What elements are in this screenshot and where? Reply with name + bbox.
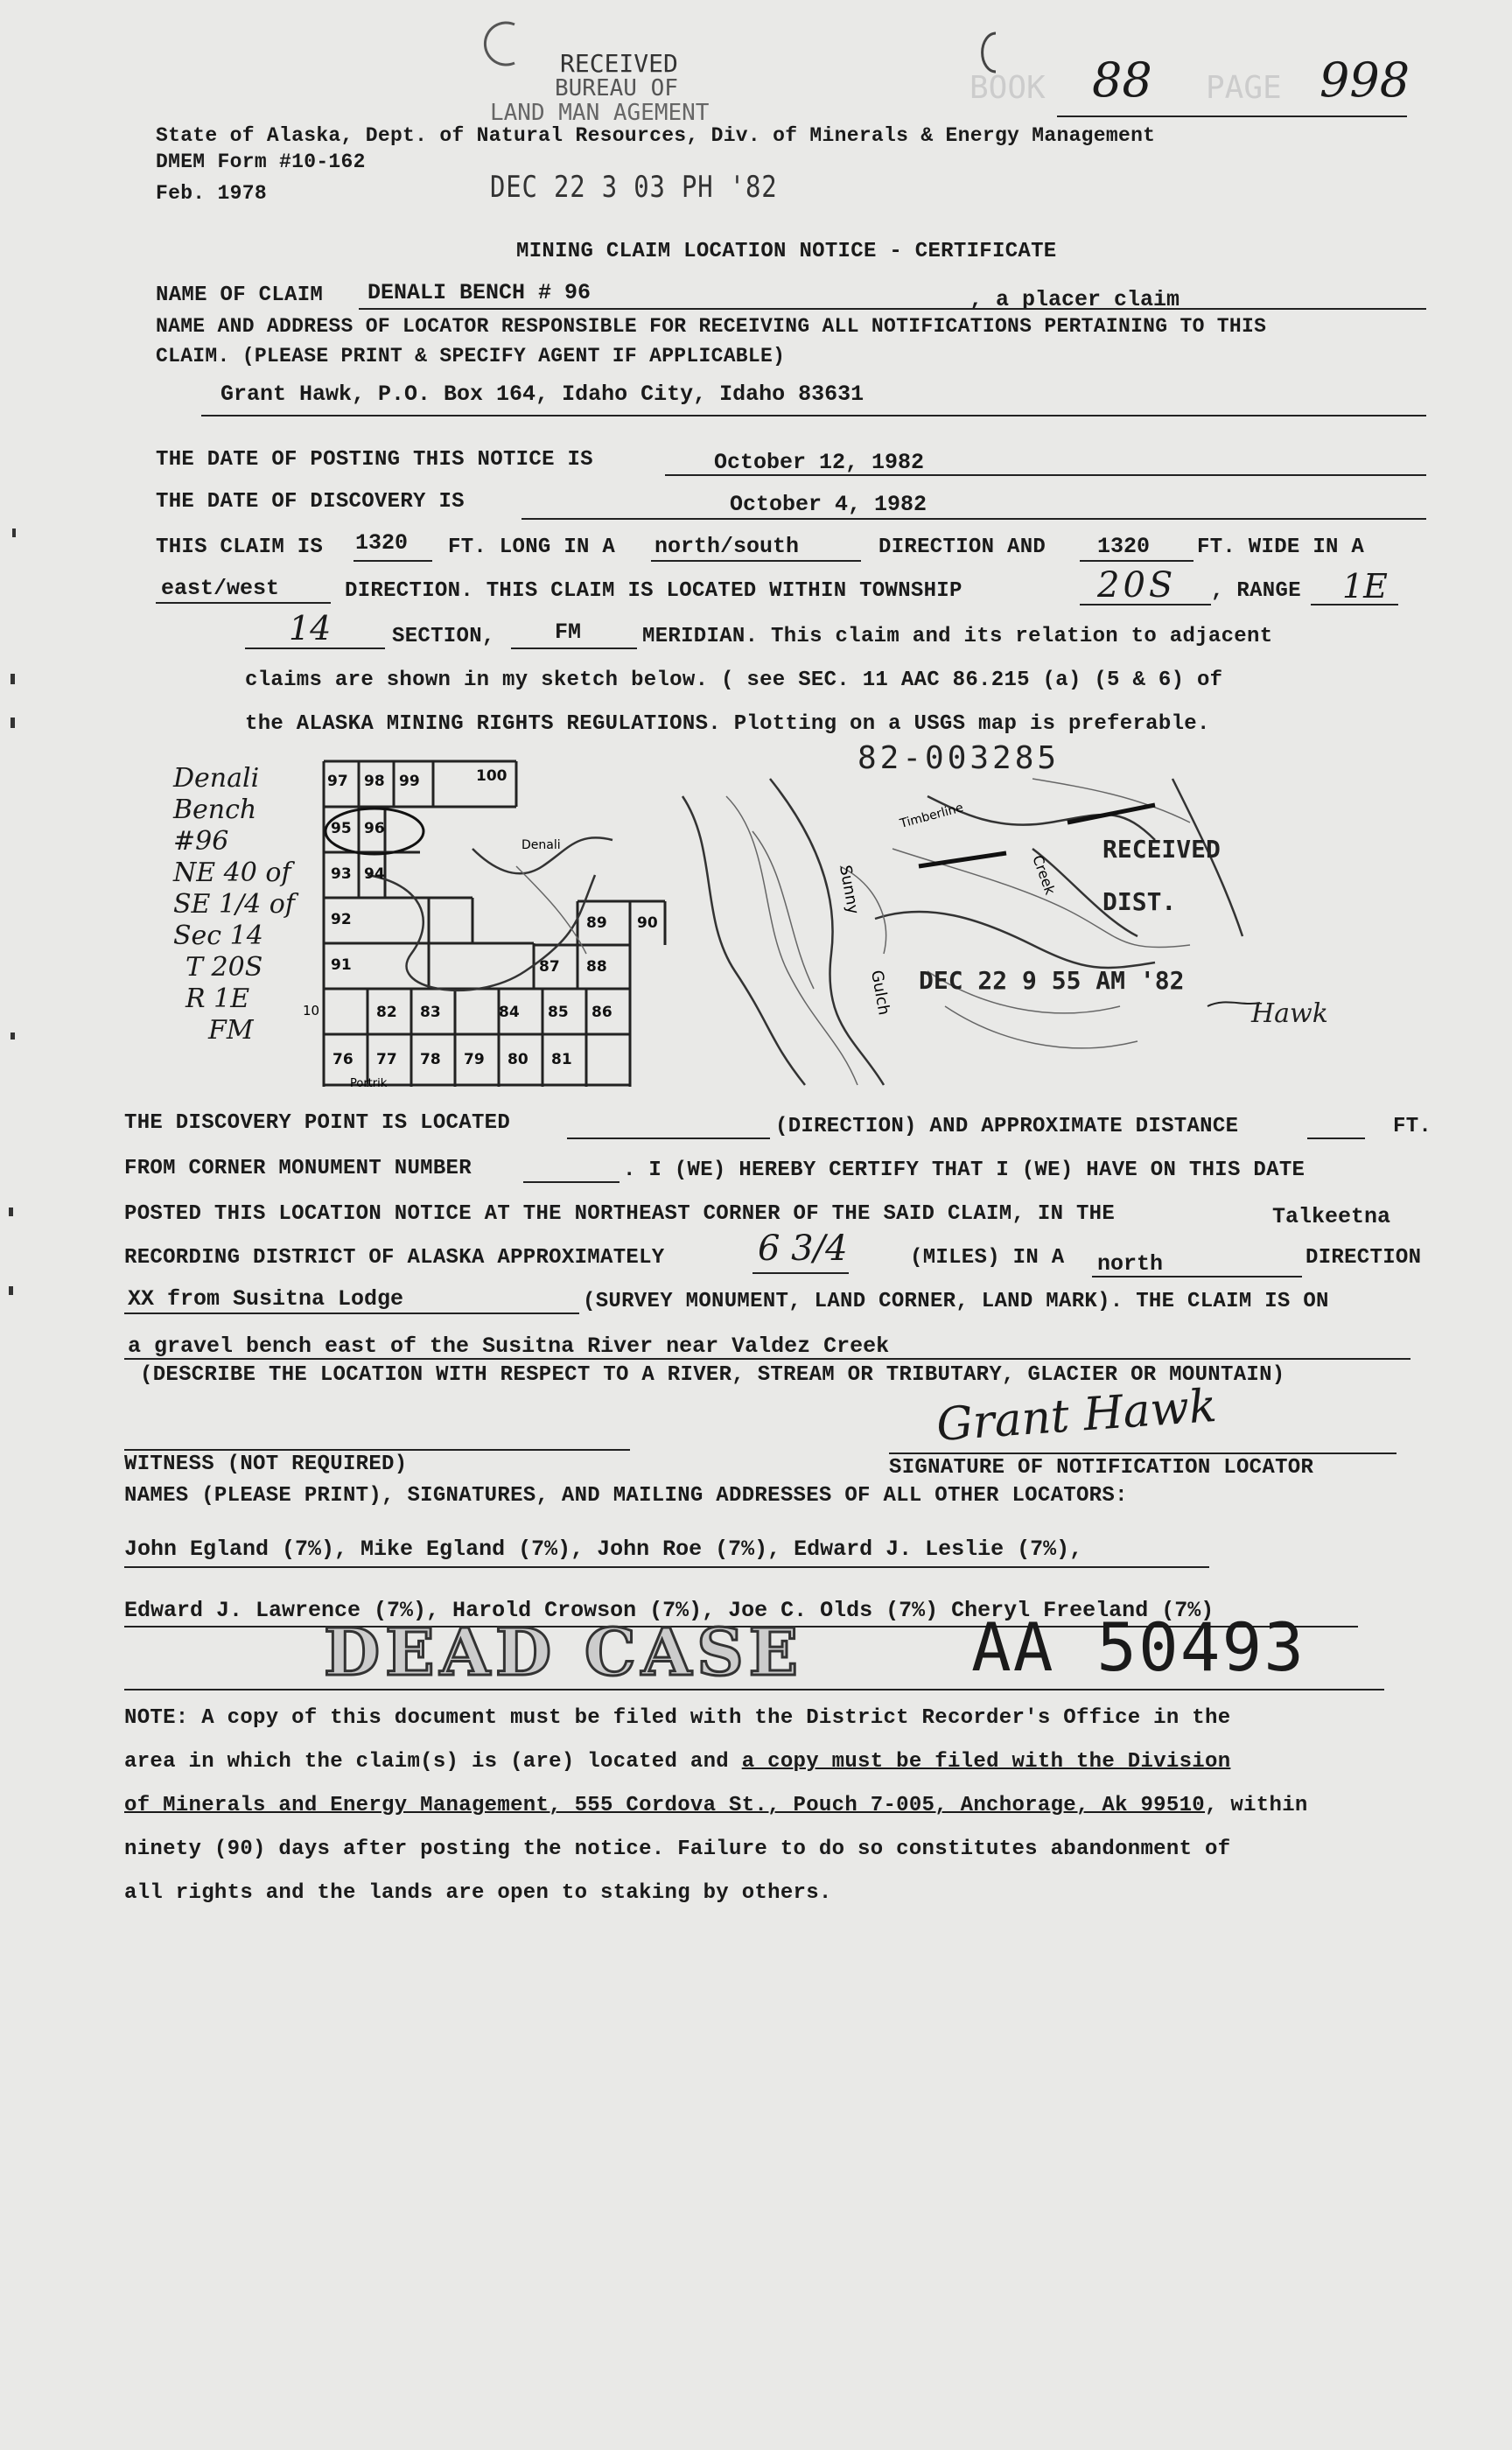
serial-stamp: 82-003285 (858, 740, 1060, 776)
book-page-box (970, 52, 1433, 122)
grid-number: 88 (586, 958, 607, 976)
note-line2-a: area in which the claim(s) is (are) located and (124, 1750, 742, 1774)
district-stamp-line1: RECEIVED (1102, 835, 1221, 864)
claim-length-value: 1320 (355, 530, 409, 556)
map-label-gulch: Gulch (867, 969, 893, 1017)
grid-number: 100 (476, 767, 508, 785)
range-label: , RANGE (1211, 579, 1301, 603)
scan-mark (12, 528, 16, 537)
locator-signature: Grant Hawk (934, 1379, 1219, 1452)
note-line3-b: , within (1205, 1794, 1308, 1817)
discovery-line1-a: THE DISCOVERY POINT IS LOCATED (124, 1111, 511, 1135)
scan-mark (10, 674, 15, 684)
section-value: 14 (289, 609, 332, 648)
contour-lines (516, 779, 1190, 1085)
scan-mark (9, 1208, 13, 1216)
range-underline (1311, 604, 1398, 606)
width-underline (1080, 560, 1194, 562)
form-date: Feb. 1978 (156, 182, 267, 205)
range-value: 1E (1342, 567, 1388, 606)
note-line2 (124, 1750, 1230, 1774)
grid-numbers (327, 767, 658, 1068)
grid-number: 99 (399, 773, 420, 790)
township-underline (1080, 604, 1211, 606)
hawk-initial: Hawk (1251, 998, 1328, 1029)
grid-number: 82 (376, 1004, 397, 1021)
grid-number: 84 (499, 1004, 520, 1021)
claim-type-value: , a placer claim (970, 287, 1180, 312)
meridian-value: FM (555, 620, 582, 645)
locator-label-line2: CLAIM. (PLEASE PRINT & SPECIFY AGENT IF APPLICABLE) (156, 345, 786, 368)
direction-located-label: DIRECTION. THIS CLAIM IS LOCATED WITHIN TOWNSHIP (345, 579, 962, 603)
district-date-stamp: DEC 22 9 55 AM '82 (919, 966, 1185, 995)
discovery-direction-blank (567, 1138, 770, 1139)
discovery-line1-c: FT. (1393, 1115, 1432, 1138)
claim-grid-lines (324, 761, 665, 1087)
direction-underline (1092, 1276, 1302, 1278)
section-label: SECTION, (392, 625, 495, 648)
claim-sketch-map (303, 740, 1418, 1094)
direction-and-label: DIRECTION AND (878, 536, 1046, 559)
sketch-note-line2: the ALASKA MINING RIGHTS REGULATIONS. Plotting on a USGS map is preferable. (245, 712, 1210, 736)
note-line5: all rights and the lands are open to staking by others. (124, 1881, 832, 1905)
annotation-line: R 1E (186, 984, 250, 1014)
case-underline (124, 1689, 1384, 1690)
ft-long-label: FT. LONG IN A (448, 536, 616, 559)
posting-date-value: October 12, 1982 (714, 450, 925, 475)
claim-name-underline (359, 308, 1426, 310)
discovery-date-label: THE DATE OF DISCOVERY IS (156, 490, 465, 514)
grid-number: 86 (592, 1004, 612, 1021)
sketch-annotation (173, 763, 295, 1046)
grid-number: 76 (332, 1051, 354, 1068)
other-locators-underline1 (124, 1566, 1209, 1568)
grid-number: 80 (508, 1051, 528, 1068)
discovery-line5-b: (SURVEY MONUMENT, LAND CORNER, LAND MARK). THE CLAIM IS ON (583, 1290, 1329, 1313)
claim-name-value: DENALI BENCH # 96 (368, 280, 592, 305)
posting-underline (665, 474, 1426, 476)
discovery-line4-c: DIRECTION (1306, 1246, 1422, 1270)
discovery-line2-b: . I (WE) HEREBY CERTIFY THAT I (WE) HAVE ON THIS DATE (623, 1158, 1306, 1182)
discovery-line4-b: (MILES) IN A (910, 1246, 1065, 1270)
book-page-underline (1057, 116, 1407, 117)
annotation-line: Denali (173, 763, 260, 794)
grid-number: 78 (420, 1051, 441, 1068)
grid-number: 97 (327, 773, 348, 790)
wide-direction-underline (156, 602, 331, 604)
document-title: MINING CLAIM LOCATION NOTICE - CERTIFICATE (516, 240, 1057, 263)
discovery-date-value: October 4, 1982 (730, 492, 928, 517)
discovery-underline (522, 518, 1426, 520)
map-label-timberline: Timberline (898, 801, 965, 831)
grid-number: 87 (539, 958, 560, 976)
other-locators-line1: John Egland (7%), Mike Egland (7%), John Roe (7%), Edward J. Leslie (7%), (124, 1536, 1083, 1562)
annotation-line: FM (208, 1015, 254, 1046)
page-number: 998 (1320, 52, 1410, 108)
annotation-line: Sec 14 (173, 920, 263, 951)
annotation-line: Bench (173, 794, 257, 825)
miles-value: 6 3/4 (758, 1228, 848, 1269)
landmark-underline (124, 1312, 579, 1314)
township-value: 20S (1097, 565, 1177, 606)
annotation-line: T 20S (186, 952, 263, 983)
case-number: AA 50493 (971, 1608, 1306, 1686)
map-label-sunny: Sunny (836, 864, 863, 916)
note-line4: ninety (90) days after posting the notice. Failure to do so constitutes abandonment of (124, 1838, 1231, 1861)
note-line1: NOTE: A copy of this document must be filed with the District Recorder's Office in the (124, 1706, 1231, 1730)
grid-number: 95 (331, 820, 352, 837)
signature-label: SIGNATURE OF NOTIFICATION LOCATOR (889, 1456, 1314, 1480)
grid-number: 91 (331, 956, 352, 974)
long-direction-underline (651, 560, 861, 562)
agency-line: State of Alaska, Dept. of Natural Resources, Div. of Minerals & Energy Management (156, 124, 1156, 147)
page-label: PAGE (1206, 70, 1282, 106)
book-label: BOOK (970, 70, 1046, 106)
discovery-distance-blank (1307, 1138, 1365, 1139)
discovery-line3: POSTED THIS LOCATION NOTICE AT THE NORTHEAST CORNER OF THE SAID CLAIM, IN THE (124, 1202, 1116, 1226)
witness-label: WITNESS (NOT REQUIRED) (124, 1452, 408, 1476)
long-direction-value: north/south (654, 534, 800, 559)
direction-value: north (1097, 1251, 1164, 1277)
grid-number: 89 (586, 914, 607, 932)
discovery-line2-a: FROM CORNER MONUMENT NUMBER (124, 1157, 472, 1180)
book-number: 88 (1092, 52, 1152, 108)
received-line3: LAND MAN AGEMENT (490, 100, 710, 126)
received-line2: BUREAU OF (555, 75, 678, 102)
scan-mark (10, 718, 15, 728)
district-stamp-line2: DIST. (1102, 887, 1177, 916)
recording-district-value: Talkeetna (1272, 1204, 1391, 1229)
dead-case-stamp: DEAD CASE (324, 1615, 804, 1690)
grid-number: 98 (364, 773, 385, 790)
scan-mark (10, 1032, 15, 1040)
location-underline (124, 1358, 1410, 1360)
annotation-line: #96 (173, 826, 229, 857)
sketch-note-line1: claims are shown in my sketch below. ( see SEC. 11 AAC 86.215 (a) (5 & 6) of (245, 668, 1223, 692)
claim-name-label: NAME OF CLAIM (156, 284, 324, 307)
other-locators-label: NAMES (PLEASE PRINT), SIGNATURES, AND MAILING ADDRESSES OF ALL OTHER LOCATORS: (124, 1484, 1128, 1508)
annotation-line: SE 1/4 of (173, 889, 295, 920)
other-locators-line2: Edward J. Lawrence (7%), Harold Crowson (7%), Joe C. Olds (7%) Cheryl Freeland (7%) (124, 1598, 1214, 1623)
scan-mark (9, 1286, 13, 1295)
grid-number: 90 (637, 914, 658, 932)
grid-number: 94 (364, 865, 385, 883)
monument-number-blank (523, 1181, 620, 1183)
grid-number: 85 (548, 1004, 569, 1021)
location-note: (DESCRIBE THE LOCATION WITH RESPECT TO A RIVER, STREAM OR TRIBUTARY, GLACIER OR MOUNTAIN) (140, 1363, 1285, 1387)
map-label-creek: Creek (1029, 852, 1059, 897)
ft-wide-label: FT. WIDE IN A (1197, 536, 1365, 559)
wide-direction-value: east/west (161, 576, 280, 601)
discovery-line1-b: (DIRECTION) AND APPROXIMATE DISTANCE (775, 1115, 1239, 1138)
map-label-denali: Denali (522, 838, 561, 852)
witness-line (124, 1449, 630, 1451)
locator-underline (201, 415, 1426, 416)
annotation-line: NE 40 of (173, 858, 291, 888)
location-value: a gravel bench east of the Susitna River near Valdez Creek (128, 1334, 890, 1359)
discovery-line4-a: RECORDING DISTRICT OF ALASKA APPROXIMATELY (124, 1246, 665, 1270)
landmark-value: XX from Susitna Lodge (128, 1286, 404, 1312)
note-line3 (124, 1794, 1308, 1817)
grid-number: 92 (331, 911, 352, 928)
grid-number: 81 (551, 1051, 572, 1068)
received-line1: RECEIVED (560, 49, 678, 78)
locator-label-line1: NAME AND ADDRESS OF LOCATOR RESPONSIBLE FOR RECEIVING ALL NOTIFICATIONS PERTAINING TO THIS (156, 315, 1267, 338)
stamp-ring-mark (480, 19, 532, 72)
claim-width-value: 1320 (1097, 534, 1151, 559)
grid-number: 96 (364, 820, 385, 837)
bottom-map-label: Portrik (350, 1077, 388, 1090)
grid-number: 83 (420, 1004, 441, 1021)
note-line2-b: a copy must be filed with the Division (741, 1750, 1231, 1774)
grid-number: 79 (464, 1051, 485, 1068)
signature-line (889, 1452, 1396, 1454)
received-date: DEC 22 3 03 PH '82 (490, 170, 778, 205)
meridian-label: MERIDIAN. This claim and its relation to adjacent (642, 625, 1273, 648)
posting-date-label: THE DATE OF POSTING THIS NOTICE IS (156, 448, 593, 472)
grid-number: 77 (376, 1051, 397, 1068)
length-underline (354, 560, 432, 562)
form-number: DMEM Form #10-162 (156, 150, 366, 173)
left-tick-label: 10 (303, 1003, 320, 1018)
section-underline (245, 648, 385, 649)
meridian-underline (511, 648, 637, 649)
locator-value: Grant Hawk, P.O. Box 164, Idaho City, Idaho 83631 (220, 382, 864, 407)
miles-underline (752, 1272, 849, 1274)
note-line3-a: of Minerals and Energy Management, 555 Cordova St., Pouch 7-005, Anchorage, Ak 99510 (124, 1794, 1205, 1817)
this-claim-is-label: THIS CLAIM IS (156, 536, 324, 559)
grid-number: 93 (331, 865, 352, 883)
